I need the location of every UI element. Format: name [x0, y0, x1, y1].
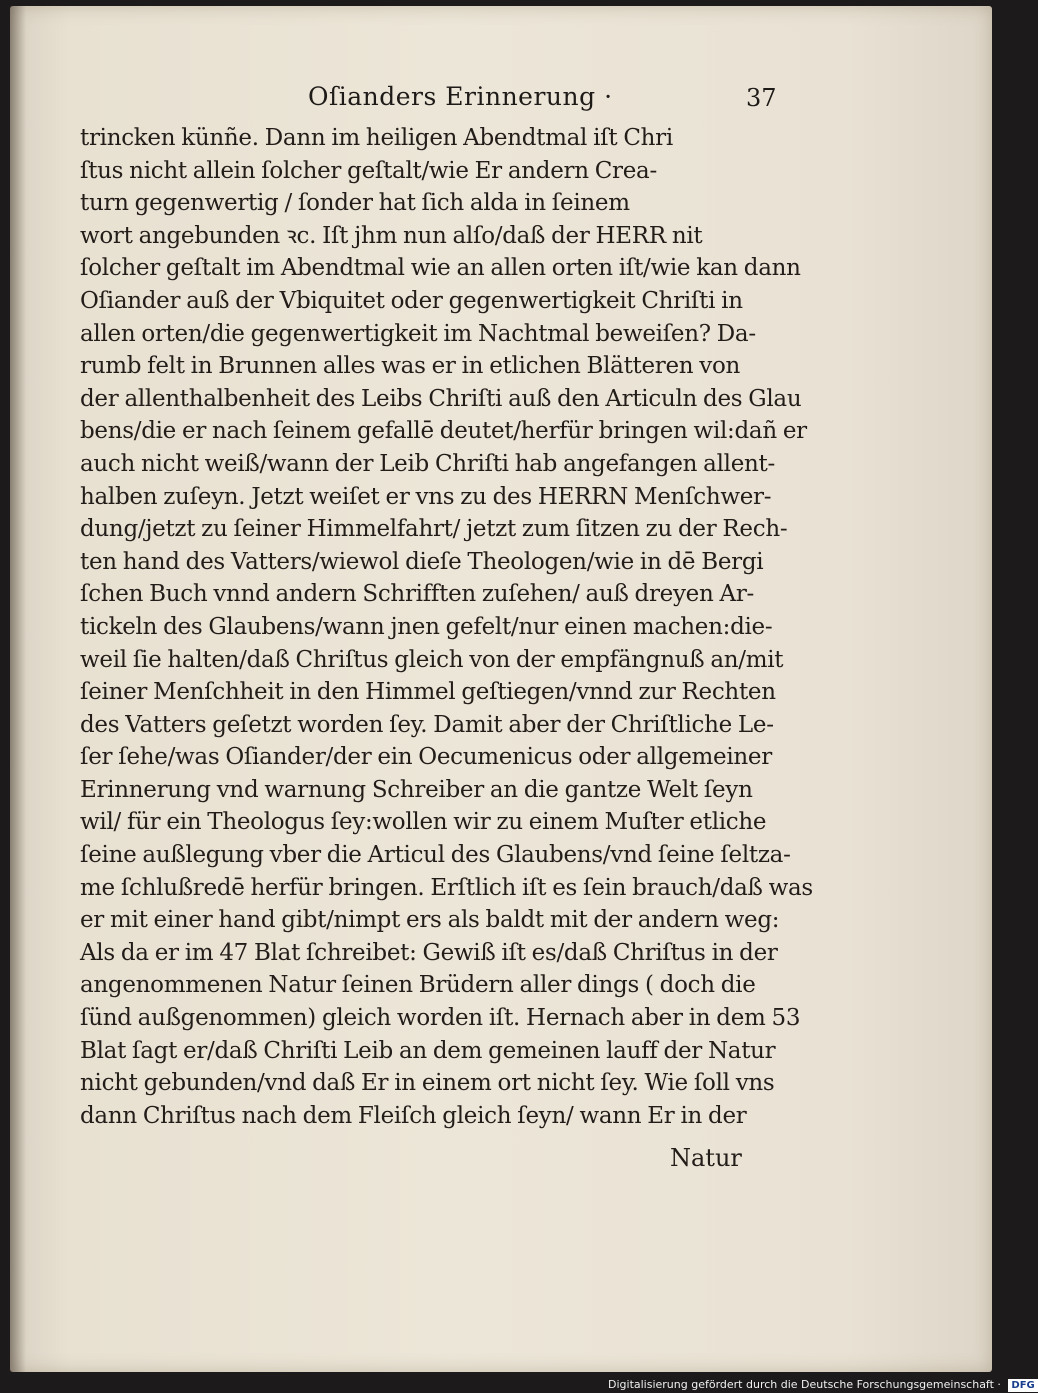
text-line: weil ſie halten/daß Chriſtus gleich von der empfängnuß an/mit	[80, 646, 784, 673]
text-line: halben zuſeyn. Jetzt weiſet er vns zu des HERRN Menſchwer-	[80, 483, 772, 510]
text-line: tickeln des Glaubens/wann jnen gefelt/nur einen machen:die-	[80, 613, 773, 640]
running-head	[70, 82, 777, 118]
text-line: rumb felt in Brunnen alles was er in etlichen Blätteren von	[80, 353, 741, 380]
text-line: auch nicht weiß/wann der Leib Chriſti hab angefangen allent-	[80, 450, 775, 477]
text-line: der allenthalbenheit des Leibs Chriſti auß den Articuln des Glau	[80, 385, 802, 412]
text-line: ſeiner Menſchheit in den Himmel geſtiegen/vnnd zur Rechten	[80, 679, 776, 706]
page-number: 37	[746, 84, 777, 112]
text-line: ſchen Buch vnnd andern Schrifften zuſehen/ auß dreyen Ar-	[80, 581, 754, 608]
digitization-credit	[608, 1377, 1038, 1393]
text-line: ſolcher geſtalt im Abendtmal wie an allen orten iſt/wie kan dann	[80, 255, 801, 282]
gutter-shadow	[10, 6, 26, 1372]
text-line: Erinnerung vnd warnung Schreiber an die gantze Welt ſeyn	[80, 776, 753, 803]
text-line: ten hand des Vatters/wiewol dieſe Theologen/wie in dē Bergi	[80, 548, 764, 575]
body-text	[80, 122, 813, 1132]
text-line: dann Chriſtus nach dem Fleiſch gleich ſeyn/ wann Er in der	[80, 1102, 747, 1129]
dfg-logo: DFG	[1008, 1379, 1037, 1392]
running-head-title: Oſianders Erinnerung ·	[308, 82, 613, 111]
text-line: des Vatters geſetzt worden ſey. Damit aber der Chriſtliche Le-	[80, 711, 774, 738]
text-line: ſünd außgenommen) gleich worden iſt. Hernach aber in dem 53	[80, 1005, 801, 1032]
text-line: wort angebunden ꝛc. Iſt jhm nun alſo/daß der HERR nit	[80, 222, 703, 249]
text-line: angenommenen Natur ſeinen Brüdern aller dings ( doch die	[80, 972, 756, 999]
text-line: dung/jetzt zu ſeiner Himmelfahrt/ jetzt zum ſitzen zu der Rech-	[80, 516, 788, 543]
text-line: Als da er im 47 Blat ſchreibet: Gewiß iſt es/daß Chriſtus in der	[80, 939, 778, 966]
text-line: Blat ſagt er/daß Chriſti Leib an dem gemeinen lauff der Natur	[80, 1037, 776, 1064]
text-line: Oſiander auß der Vbiquitet oder gegenwertigkeit Chriſti in	[80, 287, 743, 314]
text-line: ſtus nicht allein ſolcher geſtalt/wie Er andern Crea-	[80, 157, 657, 184]
text-line: wil/ für ein Theologus ſey:wollen wir zu einem Muſter etliche	[80, 809, 767, 836]
book-page	[10, 6, 992, 1372]
text-line: turn gegenwertig / ſonder hat ſich alda in ſeinem	[80, 190, 630, 217]
text-line: trincken künñe. Dann im heiligen Abendtmal iſt Chri	[80, 125, 673, 151]
text-line: nicht gebunden/vnd daß Er in einem ort nicht ſey. Wie ſoll vns	[80, 1070, 775, 1097]
catchword: Natur	[670, 1144, 742, 1172]
text-line: me ſchlußredē herfür bringen. Erſtlich iſt es ſein brauch/daß was	[80, 874, 813, 901]
text-line: ſer ſehe/was Oſiander/der ein Oecumenicus oder allgemeiner	[80, 744, 772, 771]
text-line: allen orten/die gegenwertigkeit im Nachtmal beweiſen? Da-	[80, 320, 756, 347]
text-line: er mit einer hand gibt/nimpt ers als baldt mit der andern weg:	[80, 907, 780, 934]
text-line: ſeine außlegung vber die Articul des Glaubens/vnd ſeine ſeltza-	[80, 842, 791, 869]
text-line: bens/die er nach ſeinem gefallē deutet/herfür bringen wil:dañ er	[80, 418, 807, 445]
credit-text: Digitalisierung gefördert durch die Deutsche Forschungsgemeinschaft ·	[608, 1378, 1001, 1391]
